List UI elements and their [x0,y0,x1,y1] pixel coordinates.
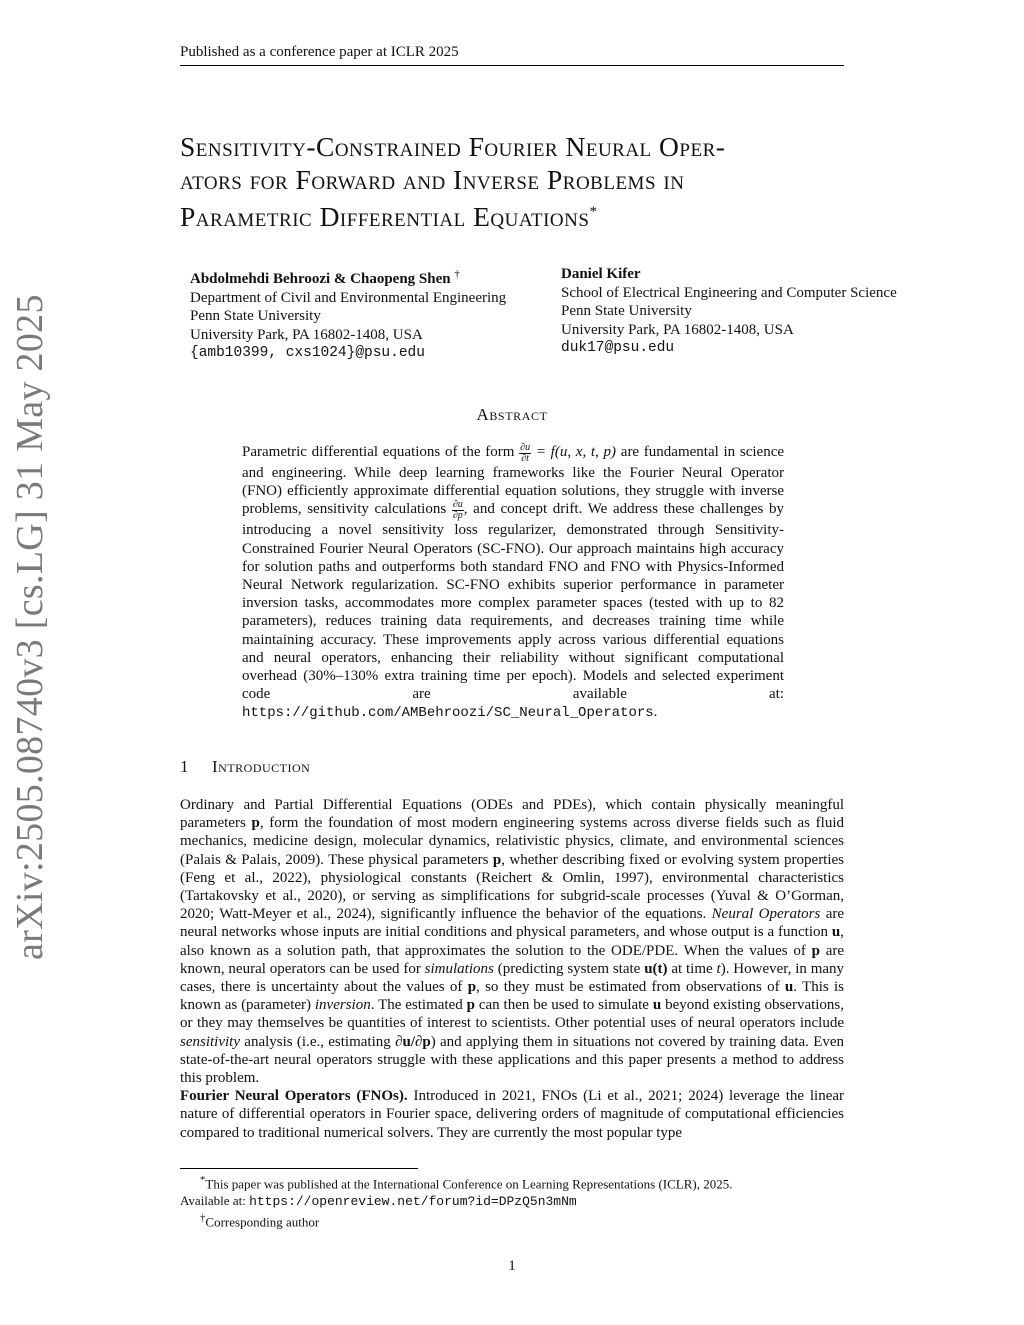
title-line-1: Sensitivity-Constrained Fourier Neural Oper- [180,131,726,162]
section-heading-introduction: 1 Introduction [180,757,311,776]
title-line-3: Parametric Differential Equations* [180,201,598,233]
author-names-right: Daniel Kifer [561,266,641,282]
author-email-right: duk17@psu.edu [561,340,675,356]
author-department-left: Department of Civil and Environmental Engineering [190,289,507,306]
author-university-right: Penn State University [561,303,692,319]
paper-title [180,130,860,233]
title-line-2: ators for Forward and Inverse Problems in [180,164,685,195]
abstract-heading: Abstract [476,405,548,424]
footnote-1-continued: Available at: https://openreview.net/forum?id=DPzQ5n3mNm [180,1193,577,1210]
introduction-body [180,796,844,1142]
author-block-right [561,265,961,358]
intro-paragraph-2: Fourier Neural Operators (FNOs). Introduced in 2021, FNOs (Li et al., 2021; 2024) leverage the linear nature of differential operators in Fourier space, delivering orders of magnitude of computational efficiencies compared to traditional numerical solvers. They are currently the most popular type [180,1088,845,1141]
title-footnote-marker: * [589,204,598,220]
author-email-left: {amb10399, cxs1024}@psu.edu [190,345,425,361]
code-repository-link[interactable]: https://github.com/AMBehroozi/SC_Neural_Operators [242,705,654,722]
author-department-right: School of Electrical Engineering and Computer Science [561,284,897,301]
author-names-left: Abdolmehdi Behroozi & Chaopeng Shen † [190,268,460,287]
running-header: Published as a conference paper at ICLR 2025 [180,44,844,66]
fraction-du-dp: $\frac{\partial u}{\partial p}$ [452,499,463,522]
footnotes [180,1172,844,1231]
fraction-du-dt: $\frac{\partial u}{\partial t}$ [520,442,531,464]
page-number: 1 [508,1258,516,1274]
author-address-left: University Park, PA 16802-1408, USA [190,326,423,343]
corresponding-marker: † [454,268,460,280]
arxiv-stamp: arXiv:2505.08740v3 [cs.LG] 31 May 2025 [9,294,51,960]
abstract-text: Parametric differential equations of the form $\frac{\partial u}{\partial t}$ = f(u, x, t, p) are fundamental in science and engineering. While deep learning frameworks like the Fourier Neural Operator (FNO) efficiently approximate differential equation solutions, they struggle with inverse problems, sensitivity calculations $\frac{\partial u}{\partial p}$ , and concept drift. We address these challenges by introducing a novel sensitivity loss regularizer, demonstrated through Sensitivity-Constrained Fourier Neural Operators (SC-FNO). Our approach maintains high accuracy for solution paths and outperforms both standard FNO and FNO with Physics-Informed Neural Network regularization. SC-FNO exhibits superior performance in parameter inversion tasks, accommodates more complex parameter spaces (tested with up to 82 parameters), reduces training data requirements, and decreases training time while maintaining accuracy. These improvements apply across various differential equations and neural operators, enhancing their reliability without significant computational overhead (30%–130% extra training time per epoch). Models and selected experiment code are available at: https://github.com/AMBehroozi/SC_Neural_Operators. [242,442,785,722]
author-address-right: University Park, PA 16802-1408, USA [561,321,794,338]
openreview-link[interactable]: https://openreview.net/forum?id=DPzQ5n3mNm [249,1194,577,1210]
footnote-1: *This paper was published at the International Conference on Learning Representations (ICLR), 2025. [200,1174,733,1192]
footnote-divider [180,1168,418,1169]
intro-paragraph-1: Ordinary and Partial Differential Equations (ODEs and PDEs), which contain physically meaningful parameters p, form the foundation of most modern engineering systems across diverse fields such as fluid mechanics, medicine design, molecular dynamics, relativistic physics, climate, and environmental sciences (Palais & Palais, 2009). These physical parameters p, whether describing fixed or evolving system properties (Feng et al., 2022), physiological constants (Reichert & Omlin, 1997), environmental characteristics (Tartakovsky et al., 2020), or serving as simplifications for subgrid-scale processes (Yuval & O’Gorman, 2020; Watt-Meyer et al., 2024), significantly influence the behavior of the equations. Neural Operators are neural networks whose inputs are initial conditions and physical parameters, and whose output is a function u, also known as a solution path, that approximates the solution to the ODE/PDE. When the values of p are known, neural operators can be used for simulations (predicting system state u(t) at time t). However, in many cases, there is uncertainty about the values of p, so they must be estimated from observations of u. This is known as (parameter) inversion. The estimated p can then be used to simulate u beyond existing observations, or they may themselves be quantities of interest to scientists. Other potential uses of neural operators include sensitivity analysis (i.e., estimating ∂u/∂p) and applying them in situations not covered by training data. Even state-of-the-art neural operators struggle with these applications and this paper presents a method to address this problem. [180,797,845,1087]
author-block-left [190,265,555,363]
footnote-2: †Corresponding author [200,1212,320,1230]
author-university-left: Penn State University [190,308,321,324]
